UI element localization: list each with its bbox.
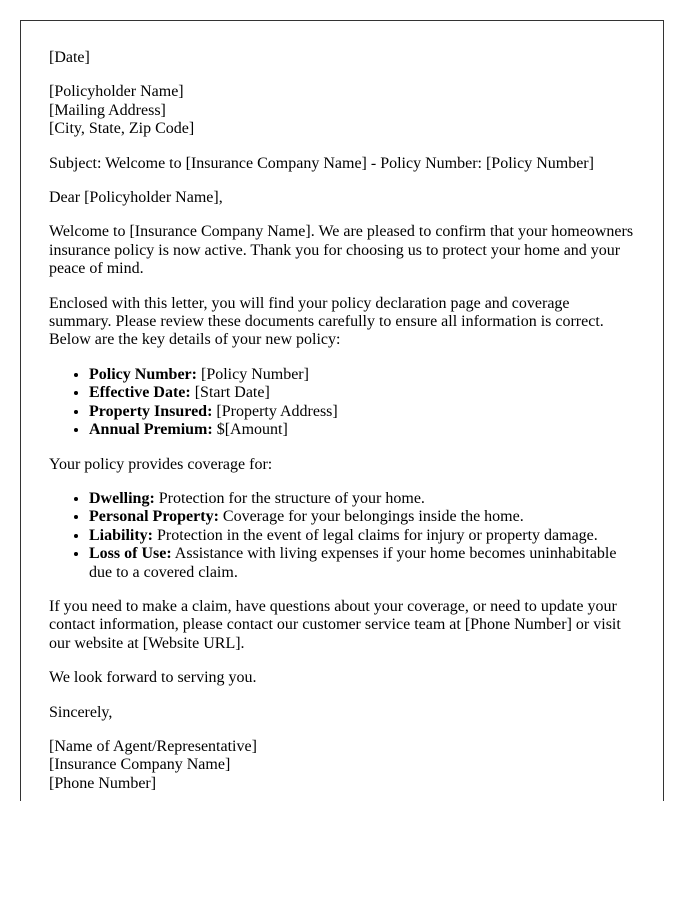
coverage-list (49, 490, 635, 582)
letter (20, 20, 664, 801)
list-item: • Dwelling: Protection for the structure of your home. (89, 490, 635, 508)
subject-line: Subject: Welcome to [Insurance Company Name] - Policy Number: [Policy Number] (49, 154, 594, 172)
closing-paragraph: We look forward to serving you. (49, 669, 257, 687)
signature-phone: [Phone Number] (49, 774, 157, 792)
list-item: • Policy Number: [Policy Number] (89, 366, 635, 384)
recipient-block (49, 83, 635, 138)
list-item: • Property Insured: [Property Address] (89, 403, 635, 421)
recipient-address: [Mailing Address] (49, 101, 166, 119)
list-item: • Liability: Protection in the event of legal claims for injury or property damage. (89, 527, 635, 545)
salutation: Dear [Policyholder Name], (49, 189, 223, 207)
coverage-intro: Your policy provides coverage for: (49, 455, 273, 473)
list-item: • Loss of Use: Assistance with living expenses if your home becomes uninhabitable due to a covered claim. (89, 545, 635, 582)
closing: Sincerely, (49, 703, 113, 721)
list-item: • Annual Premium: $[Amount] (89, 421, 635, 439)
list-item: • Effective Date: [Start Date] (89, 384, 635, 402)
signature-company: [Insurance Company Name] (49, 756, 231, 774)
recipient-city: [City, State, Zip Code] (49, 120, 195, 138)
signature-agent: [Name of Agent/Representative] (49, 737, 257, 755)
enclosure-paragraph: Enclosed with this letter, you will find your policy declaration page and coverage summary. Please review these documents carefully to ensure all information is correct. Below are the key details of your new policy: (49, 294, 604, 349)
date: [Date] (49, 49, 90, 66)
signature-block (49, 738, 635, 793)
welcome-paragraph: Welcome to [Insurance Company Name]. We are pleased to confirm that your homeowners insurance policy is now active. Thank you for choosing us to protect your home and your peace of mind. (49, 223, 634, 278)
list-item: • Personal Property: Coverage for your belongings inside the home. (89, 508, 635, 526)
policy-details-list (49, 366, 635, 440)
contact-paragraph: If you need to make a claim, have questions about your coverage, or need to update your contact information, please contact our customer service team at [Phone Number] or visit our website at [Website URL]. (49, 597, 621, 652)
recipient-name: [Policyholder Name] (49, 83, 184, 101)
